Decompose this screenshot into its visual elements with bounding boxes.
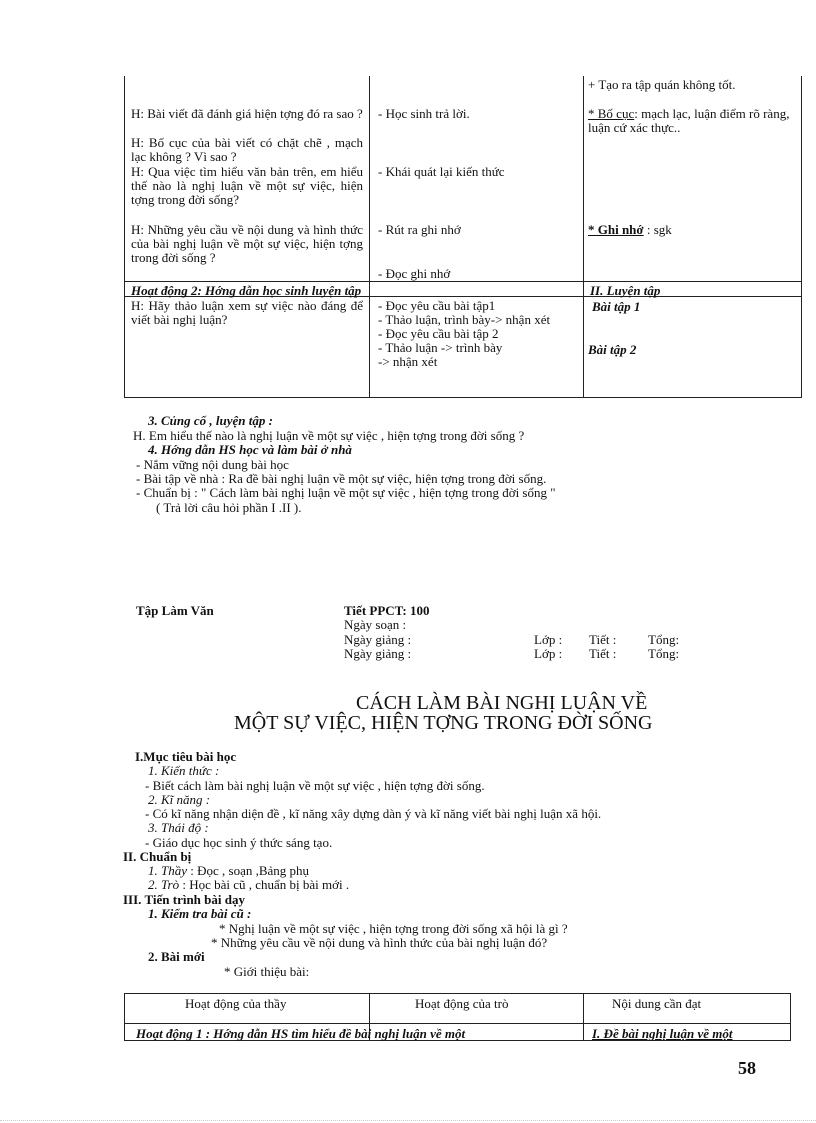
new-lesson-heading: 2. Bài mới: [148, 949, 205, 964]
row-col3-text: + Tạo ra tập quán không tốt.: [588, 77, 736, 92]
exercise-1: Bài tập 1: [592, 299, 641, 314]
step-line: - Thảo luận, trình bày-> nhận xét: [378, 312, 551, 327]
answer-summary: - Khái quát lại kiến thức: [378, 164, 505, 179]
layout-note: [588, 107, 798, 135]
exercise-2: Bài tập 2: [588, 342, 637, 357]
preparation-heading: II. Chuẩn bị: [123, 849, 192, 864]
attitude-text: - Giáo dục học sinh ý thức sáng tạo.: [145, 835, 333, 850]
q-evaluate: H: Bài viết đã đánh giá hiện tợng đó ra sao ?: [131, 106, 363, 121]
check-heading: 1. Kiểm tra bài cũ :: [148, 906, 252, 921]
homework-item: ( Trả lời câu hỏi phần I .II ).: [156, 500, 302, 515]
consolidation-question: H. Em hiểu thế nào là nghị luận về một sự việc , hiện tợng trong đời sống ?: [133, 428, 525, 443]
page-title-line2: MỘT SỰ VIỆC, HIỆN TỢNG TRONG ĐỜI SỐNG: [234, 712, 653, 734]
teach-date: Ngày giảng :: [344, 646, 412, 661]
student-label: 2. Trò: [148, 877, 180, 892]
prep-date: Ngày soạn :: [344, 617, 407, 632]
teach-date: Ngày giảng :: [344, 632, 412, 647]
layout-label: * Bố cục: [588, 106, 635, 121]
q-understand: H: Qua việc tìm hiểu văn bản trên, em hiểu thế nào là nghị luận về một sự việc, hiện tợng trong đời sống?: [131, 164, 363, 207]
memorize-note: [588, 223, 798, 237]
header-student-activity: Hoạt động của trò: [415, 996, 509, 1011]
step-line: -> nhận xét: [378, 354, 438, 369]
consolidation-heading: 3. Củng cố , luyện tập :: [148, 413, 273, 428]
homework-item: - Nắm vững nội dung bài học: [136, 457, 289, 472]
check-question-1: * Nghị luận về một sự việc , hiện tợng trong đời sống xã hội là gì ?: [219, 921, 568, 936]
process-heading: III. Tiến trình bài dạy: [123, 892, 245, 907]
period-label: Tiết PPCT: 100: [344, 603, 430, 618]
page-title-line1: CÁCH LÀM BÀI NGHỊ LUẬN VỀ: [356, 692, 648, 714]
answer-read-memorize: - Đọc ghi nhớ: [378, 267, 451, 281]
skills-text: - Có kĩ năng nhận diện đề , kĩ năng xây dựng dàn ý và kĩ năng viết bài nghị luận xã hội.: [145, 806, 602, 821]
period-field: Tiết :: [589, 632, 617, 647]
answer-conclude: - Rút ra ghi nhớ: [378, 222, 461, 237]
teacher-label: 1. Thầy: [148, 863, 187, 878]
class-label: Lớp :: [534, 646, 563, 661]
knowledge-label: 1. Kiến thức :: [148, 763, 220, 778]
activity2-student-steps: [378, 299, 578, 369]
student-prep: [148, 877, 349, 893]
subject-label: Tập Làm Văn: [136, 603, 214, 618]
activity2-header: Hoạt động 2: Hớng dẫn học sinh luyện tập: [131, 283, 362, 298]
page-number: 58: [738, 1058, 756, 1078]
total-field: Tổng:: [648, 646, 680, 661]
header-content: Nội dung cần đạt: [612, 996, 702, 1011]
skills-label: 2. Kĩ năng :: [148, 792, 211, 807]
step-line: - Đọc yêu cầu bài tập1: [378, 298, 496, 313]
topic-heading: I. Đề bài nghị luận về một: [592, 1026, 733, 1041]
layout-text: : mạch lạc, luận điểm rõ ràng, luận cứ xác thực..: [588, 106, 790, 135]
objectives-heading: I.Mục tiêu bài học: [135, 749, 237, 764]
homework-heading: 4. Hớng dẫn HS học và làm bài ở nhà: [148, 442, 352, 457]
teacher-text: : Đọc , soạn ,Bảng phụ: [187, 863, 310, 878]
class-label: Lớp :: [534, 632, 563, 647]
memorize-label: * Ghi nhớ: [588, 222, 644, 237]
attitude-label: 3. Thái độ :: [148, 820, 209, 835]
memorize-text: : sgk: [643, 222, 672, 237]
header-teacher-activity: Hoạt động của thầy: [185, 996, 287, 1011]
activity1-header: Hoạt động 1 : Hớng dẫn HS tìm hiểu đề bài nghị luận về một: [136, 1026, 466, 1041]
knowledge-text: - Biết cách làm bài nghị luận về một sự việc , hiện tợng đời sống.: [145, 778, 485, 793]
q-structure: H: Bố cục của bài viết có chặt chẽ , mạch lạc không ? Vì sao ?: [131, 135, 363, 164]
q-requirements: H: Những yêu cầu về nội dung và hình thức của bài nghị luận về một sự việc, hiện tợng trong đời sống ?: [131, 223, 363, 265]
intro-text: * Giới thiệu bài:: [224, 964, 310, 979]
q-discuss: H: Hãy thảo luận xem sự việc nào đáng để viết bài nghị luận?: [131, 298, 363, 327]
student-text: : Học bài cũ , chuẩn bị bài mới .: [179, 877, 350, 892]
step-line: - Thảo luận -> trình bày: [378, 340, 503, 355]
practice-heading: II. Luyện tập: [590, 283, 661, 298]
homework-item: - Chuẩn bị : " Cách làm bài nghị luận về một sự việc , hiện tợng trong đời sống ": [136, 485, 556, 500]
answer-students: - Học sinh trả lời.: [378, 106, 470, 121]
total-field: Tổng:: [648, 632, 680, 647]
homework-item: - Bài tập về nhà : Ra đề bài nghị luận về một sự việc, hiện tợng trong đời sống.: [136, 471, 547, 486]
step-line: - Đọc yêu cầu bài tập 2: [378, 326, 499, 341]
period-field: Tiết :: [589, 646, 617, 661]
check-question-2: * Những yêu cầu về nội dung và hình thức của bài nghị luận đó?: [211, 935, 548, 950]
